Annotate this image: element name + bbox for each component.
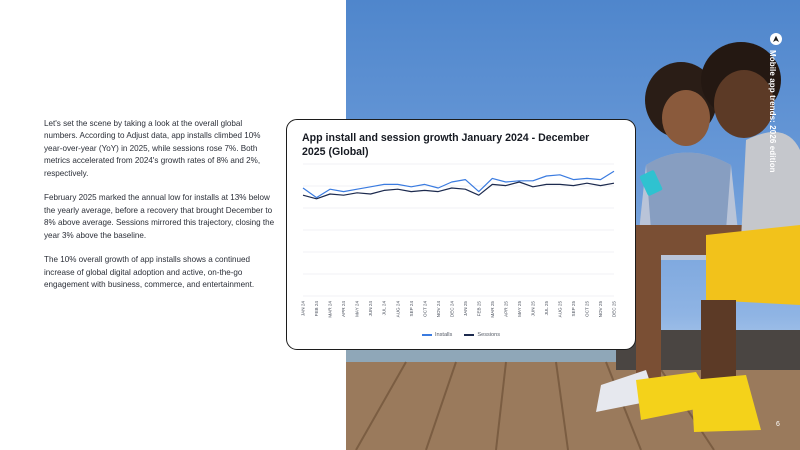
chart-legend	[287, 332, 635, 338]
legend-swatch	[422, 334, 432, 336]
paragraph-growth: The 10% overall growth of app installs shows a continued increase of global digital adoption and active, on-the-go engagement with business, commerce, and entertainment.	[44, 255, 255, 290]
paragraph-february: February 2025 marked the annual low for installs at 13% below the yearly average, before a recovery that brought December to 8% above average. Sessions mirrored this trajectory, closing the year 3% above the baseline.	[44, 193, 275, 240]
chart-card	[286, 119, 636, 350]
x-tick-label: APR 24	[341, 301, 347, 317]
x-tick-label: JUL 25	[544, 301, 549, 316]
x-tick-label: JUN 25	[530, 301, 536, 317]
x-tick-label: MAY 24	[354, 301, 360, 317]
x-tick-label: OCT 25	[584, 301, 590, 317]
x-tick-label: SEP 25	[571, 301, 576, 317]
paragraph-intro: Let's set the scene by taking a look at the overall global numbers. According to Adjust data, app installs climbed 10% year-over-year (YoY) in 2025, while sessions rose 7%. Both metrics accelerated from 2024's growth rates of 8% and 2%, respectively.	[44, 119, 261, 178]
legend-item-installs	[422, 332, 452, 338]
x-tick-label: AUG 24	[395, 301, 401, 318]
x-tick-label: JAN 25	[462, 301, 468, 317]
x-tick-label: MAR 24	[327, 301, 333, 318]
line-chart	[287, 120, 637, 351]
legend-label: Installs	[434, 332, 453, 338]
page-number: 6	[776, 421, 780, 428]
x-tick-label: FEB 25	[476, 301, 482, 317]
legend-item-sessions	[464, 332, 500, 338]
legend-label: Sessions	[477, 332, 501, 338]
brand-logo-icon	[770, 33, 782, 45]
x-tick-label: DEC 25	[611, 301, 617, 318]
x-tick-label: NOV 24	[435, 301, 441, 318]
chart-title: App install and session growth January 2024 - December 2025 (Global)	[302, 132, 590, 158]
x-tick-label: JAN 24	[300, 301, 306, 317]
x-tick-label: FEB 24	[314, 301, 320, 317]
x-tick-label: JUL 24	[381, 301, 387, 316]
x-tick-label: MAR 25	[489, 301, 495, 318]
side-label: Mobile app trends: 2026 edition	[768, 50, 777, 173]
legend-swatch	[464, 334, 474, 336]
x-tick-label: OCT 24	[422, 301, 428, 317]
x-tick-label: DEC 24	[449, 301, 455, 318]
x-tick-label: AUG 25	[557, 301, 563, 318]
body-text	[44, 118, 276, 304]
x-tick-label: SEP 24	[408, 301, 414, 317]
x-tick-label: MAY 25	[516, 301, 522, 317]
x-tick-label: NOV 25	[598, 301, 604, 318]
x-tick-label: JUN 24	[368, 301, 374, 317]
x-tick-label: APR 25	[503, 301, 509, 317]
